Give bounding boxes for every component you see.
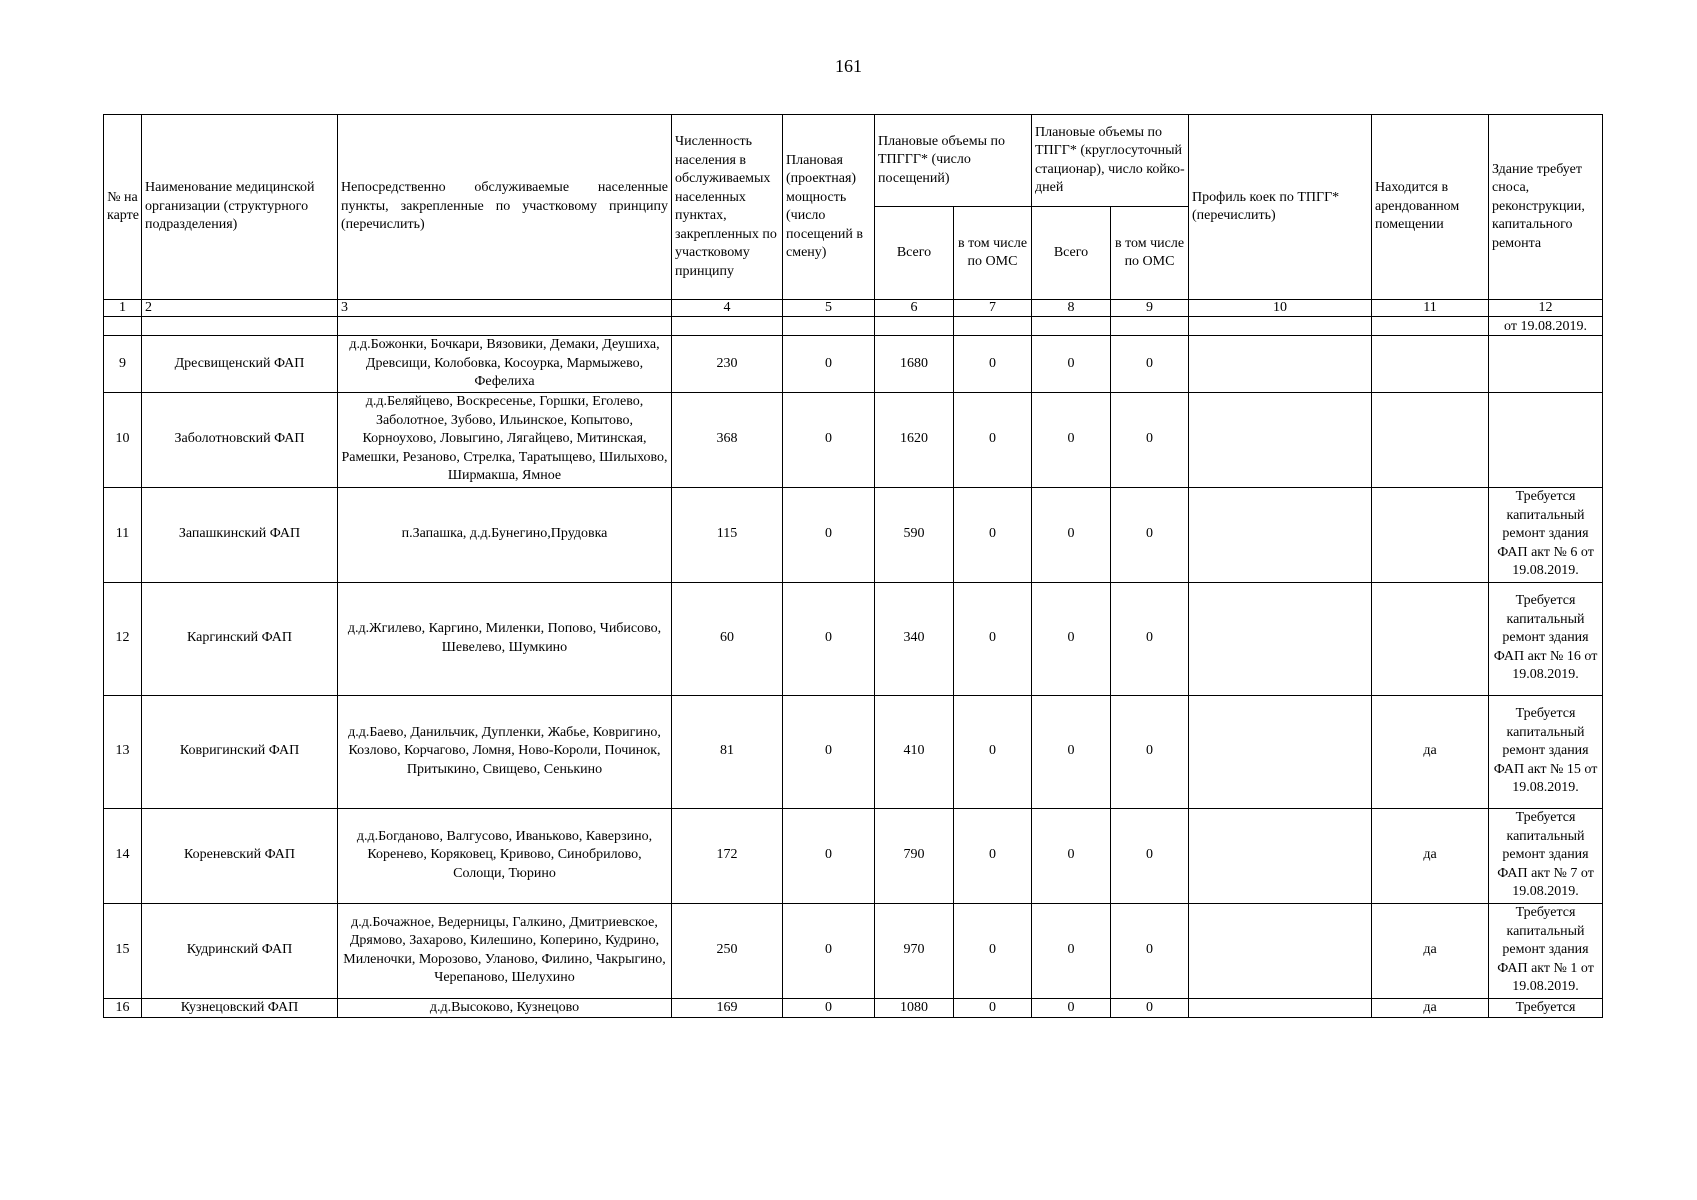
cell-rented bbox=[1372, 582, 1489, 695]
cell-visits-total: 790 bbox=[875, 808, 954, 903]
table-row bbox=[104, 903, 1603, 998]
cell-name: Кудринский ФАП bbox=[142, 903, 338, 998]
cell-settlements: д.д.Жгилево, Каргино, Миленки, Попово, Чибисово, Шевелево, Шумкино bbox=[338, 582, 672, 695]
column-number: 3 bbox=[338, 300, 672, 317]
cell-population: 81 bbox=[672, 695, 783, 808]
cell-visits-total: 410 bbox=[875, 695, 954, 808]
cell-population: 169 bbox=[672, 998, 783, 1018]
cell-beds-oms: 0 bbox=[1111, 582, 1189, 695]
cell-beds-oms: 0 bbox=[1111, 998, 1189, 1018]
cell-building: Требуется bbox=[1489, 998, 1603, 1018]
cell-rented: да bbox=[1372, 808, 1489, 903]
cell-visits-oms: 0 bbox=[954, 695, 1032, 808]
cell-capacity: 0 bbox=[783, 808, 875, 903]
header-hospital-group: Плановые объемы по ТПГГ* (круглосуточный стационар), число койко-дней bbox=[1032, 115, 1189, 207]
cell-building bbox=[1489, 336, 1603, 393]
cell-settlements: п.Запашка, д.д.Бунегино,Прудовка bbox=[338, 487, 672, 582]
cell-profile bbox=[1189, 695, 1372, 808]
cell-beds-total: 0 bbox=[1032, 336, 1111, 393]
cell-capacity: 0 bbox=[783, 582, 875, 695]
cell-capacity: 0 bbox=[783, 998, 875, 1018]
cell-settlements: д.д.Беляйцево, Воскресенье, Горшки, Еголево, Заболотное, Зубово, Ильинское, Копытово, Корноухово, Ловыгино, Лягайцево, Митинская, Рамешки, Резаново, Стрелка, Таратыщево, Шилыхово, Ширмакша, Ямное bbox=[338, 392, 672, 487]
cell-visits-total: 1620 bbox=[875, 392, 954, 487]
cell-settlements: д.д.Богданово, Валгусово, Иваньково, Каверзино, Коренево, Коряковец, Кривово, Синобрилово, Солощи, Тюрино bbox=[338, 808, 672, 903]
cell-building: Требуется капитальный ремонт здания ФАП акт № 1 от 19.08.2019. bbox=[1489, 903, 1603, 998]
cell-population: 250 bbox=[672, 903, 783, 998]
column-number: 7 bbox=[954, 300, 1032, 317]
cell-beds-oms: 0 bbox=[1111, 695, 1189, 808]
cell-visits-oms: 0 bbox=[954, 487, 1032, 582]
cell-population: 230 bbox=[672, 336, 783, 393]
column-number: 4 bbox=[672, 300, 783, 317]
cell-beds-total: 0 bbox=[1032, 998, 1111, 1018]
header-rented: Находится в арендованном помещении bbox=[1372, 115, 1489, 300]
cell-visits-oms: 0 bbox=[954, 808, 1032, 903]
cell-population: 172 bbox=[672, 808, 783, 903]
column-number: 2 bbox=[142, 300, 338, 317]
column-number: 6 bbox=[875, 300, 954, 317]
cell-num: 11 bbox=[104, 487, 142, 582]
table-row bbox=[104, 808, 1603, 903]
cell-name: Запашкинский ФАП bbox=[142, 487, 338, 582]
cell-num: 15 bbox=[104, 903, 142, 998]
header-beds-total: Всего bbox=[1032, 207, 1111, 300]
continuation-note: от 19.08.2019. bbox=[1489, 317, 1603, 336]
header-capacity: Плановая (проектная) мощность (число посещений в смену) bbox=[783, 115, 875, 300]
column-number: 10 bbox=[1189, 300, 1372, 317]
cell-beds-total: 0 bbox=[1032, 392, 1111, 487]
cell-profile bbox=[1189, 903, 1372, 998]
facilities-table bbox=[103, 114, 1603, 1018]
column-number: 12 bbox=[1489, 300, 1603, 317]
cell-visits-total: 970 bbox=[875, 903, 954, 998]
cell-name: Кузнецовский ФАП bbox=[142, 998, 338, 1018]
table-body bbox=[104, 317, 1603, 1018]
cell-beds-oms: 0 bbox=[1111, 903, 1189, 998]
page-number: 161 bbox=[835, 56, 862, 76]
cell-beds-total: 0 bbox=[1032, 695, 1111, 808]
column-number: 5 bbox=[783, 300, 875, 317]
table-header bbox=[104, 115, 1603, 317]
cell-rented: да bbox=[1372, 998, 1489, 1018]
cell-capacity: 0 bbox=[783, 903, 875, 998]
cell-profile bbox=[1189, 336, 1372, 393]
cell-population: 115 bbox=[672, 487, 783, 582]
cell-settlements: д.д.Божонки, Бочкари, Вязовики, Демаки, Деушиха, Древсищи, Колобовка, Косоурка, Мармыжево, Фефелиха bbox=[338, 336, 672, 393]
cell-name: Заболотновский ФАП bbox=[142, 392, 338, 487]
column-number: 1 bbox=[104, 300, 142, 317]
header-visits-oms: в том числе по ОМС bbox=[954, 207, 1032, 300]
header-beds-oms: в том числе по ОМС bbox=[1111, 207, 1189, 300]
cell-beds-oms: 0 bbox=[1111, 336, 1189, 393]
cell-name: Каргинский ФАП bbox=[142, 582, 338, 695]
cell-num: 14 bbox=[104, 808, 142, 903]
cell-rented bbox=[1372, 336, 1489, 393]
cell-building: Требуется капитальный ремонт здания ФАП акт № 16 от 19.08.2019. bbox=[1489, 582, 1603, 695]
cell-building: Требуется капитальный ремонт здания ФАП акт № 6 от 19.08.2019. bbox=[1489, 487, 1603, 582]
cell-beds-total: 0 bbox=[1032, 487, 1111, 582]
cell-visits-total: 1680 bbox=[875, 336, 954, 393]
cell-visits-total: 340 bbox=[875, 582, 954, 695]
cell-visits-total: 590 bbox=[875, 487, 954, 582]
cell-num: 9 bbox=[104, 336, 142, 393]
cell-beds-total: 0 bbox=[1032, 582, 1111, 695]
cell-visits-oms: 0 bbox=[954, 582, 1032, 695]
column-number-row bbox=[104, 300, 1603, 317]
table-row bbox=[104, 487, 1603, 582]
cell-settlements: д.д.Высоково, Кузнецово bbox=[338, 998, 672, 1018]
cell-population: 368 bbox=[672, 392, 783, 487]
column-number: 11 bbox=[1372, 300, 1489, 317]
cell-profile bbox=[1189, 998, 1372, 1018]
cell-beds-total: 0 bbox=[1032, 808, 1111, 903]
cell-building: Требуется капитальный ремонт здания ФАП акт № 7 от 19.08.2019. bbox=[1489, 808, 1603, 903]
continuation-row bbox=[104, 317, 1603, 336]
header-population: Численность населения в обслуживаемых населенных пунктах, закрепленных по участковому принципу bbox=[672, 115, 783, 300]
cell-profile bbox=[1189, 808, 1372, 903]
column-number: 8 bbox=[1032, 300, 1111, 317]
table-row bbox=[104, 998, 1603, 1018]
cell-num: 12 bbox=[104, 582, 142, 695]
cell-name: Кореневский ФАП bbox=[142, 808, 338, 903]
cell-rented bbox=[1372, 392, 1489, 487]
cell-visits-oms: 0 bbox=[954, 903, 1032, 998]
cell-rented: да bbox=[1372, 695, 1489, 808]
cell-profile bbox=[1189, 582, 1372, 695]
header-settlements: Непосредственно обслуживаемые населенные пункты, закрепленные по участковому принципу (перечислить) bbox=[338, 115, 672, 300]
table-row bbox=[104, 336, 1603, 393]
cell-settlements: д.д.Бочажное, Ведерницы, Галкино, Дмитриевское, Дрямово, Захарово, Килешино, Коперино, Кудрино, Миленочки, Морозово, Уланово, Филино, Чакрыгино, Черепаново, Шелухино bbox=[338, 903, 672, 998]
cell-visits-oms: 0 bbox=[954, 336, 1032, 393]
header-visits-total: Всего bbox=[875, 207, 954, 300]
cell-rented: да bbox=[1372, 903, 1489, 998]
cell-rented bbox=[1372, 487, 1489, 582]
cell-beds-oms: 0 bbox=[1111, 808, 1189, 903]
cell-capacity: 0 bbox=[783, 487, 875, 582]
cell-num: 10 bbox=[104, 392, 142, 487]
header-name: Наименование медицинской организации (структурного подразделения) bbox=[142, 115, 338, 300]
cell-name: Ковригинский ФАП bbox=[142, 695, 338, 808]
cell-profile bbox=[1189, 392, 1372, 487]
cell-population: 60 bbox=[672, 582, 783, 695]
cell-profile bbox=[1189, 487, 1372, 582]
cell-capacity: 0 bbox=[783, 695, 875, 808]
cell-capacity: 0 bbox=[783, 392, 875, 487]
header-building: Здание требует сноса, реконструкции, капитального ремонта bbox=[1489, 115, 1603, 300]
cell-capacity: 0 bbox=[783, 336, 875, 393]
cell-building: Требуется капитальный ремонт здания ФАП акт № 15 от 19.08.2019. bbox=[1489, 695, 1603, 808]
table-row bbox=[104, 582, 1603, 695]
cell-beds-total: 0 bbox=[1032, 903, 1111, 998]
column-number: 9 bbox=[1111, 300, 1189, 317]
cell-beds-oms: 0 bbox=[1111, 392, 1189, 487]
cell-num: 13 bbox=[104, 695, 142, 808]
table-row bbox=[104, 392, 1603, 487]
header-beds-profile: Профиль коек по ТПГГ* (перечислить) bbox=[1189, 115, 1372, 300]
cell-visits-oms: 0 bbox=[954, 998, 1032, 1018]
cell-beds-oms: 0 bbox=[1111, 487, 1189, 582]
cell-num: 16 bbox=[104, 998, 142, 1018]
cell-building bbox=[1489, 392, 1603, 487]
cell-visits-total: 1080 bbox=[875, 998, 954, 1018]
cell-settlements: д.д.Баево, Данильчик, Дупленки, Жабье, Ковригино, Козлово, Корчагово, Ломня, Ново-Короли, Починок, Притыкино, Свищево, Сенькино bbox=[338, 695, 672, 808]
cell-visits-oms: 0 bbox=[954, 392, 1032, 487]
table-row bbox=[104, 695, 1603, 808]
header-visits-group: Плановые объемы по ТПГГГ* (число посещений) bbox=[875, 115, 1032, 207]
header-num: № на карте bbox=[104, 115, 142, 300]
cell-name: Дресвищенский ФАП bbox=[142, 336, 338, 393]
